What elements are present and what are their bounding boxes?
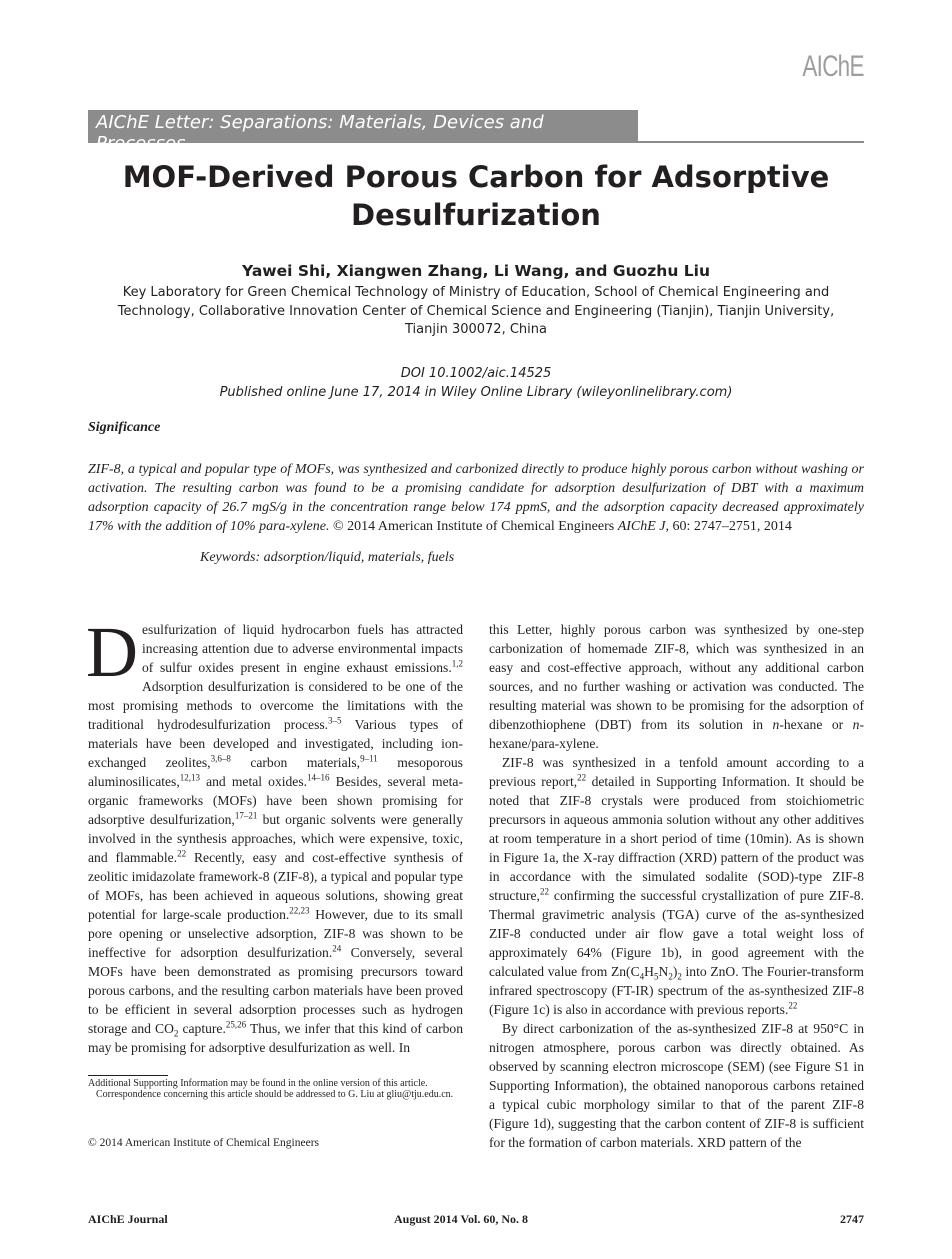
text-run: n xyxy=(852,717,860,732)
footer-journal: AIChE Journal xyxy=(88,1212,168,1226)
footnotes xyxy=(88,1078,463,1100)
drop-cap: D xyxy=(86,612,138,692)
paragraph xyxy=(489,620,864,753)
citation-ref[interactable]: 22 xyxy=(539,886,549,897)
page-number: 2747 xyxy=(840,1212,864,1226)
text-run: ) xyxy=(672,964,678,979)
citation-ref[interactable]: 22,23 xyxy=(289,905,310,916)
text-run: N xyxy=(658,964,669,979)
text-run: mesoporous aluminosilicates, xyxy=(88,755,463,789)
subscript: 2 xyxy=(677,971,682,982)
text-run: n xyxy=(772,717,780,732)
section-label: AIChE Letter: Separations: Materials, Devices and Processes xyxy=(96,112,544,154)
section-banner xyxy=(88,110,638,154)
text-run: Conversely, several MOFs have been demonstrated as promising precursors toward porous carbons, and the resulting carbon materials have been proved to be efficient in several adsorption processes such as hydrogen storage and CO xyxy=(88,945,463,1036)
footer-issue: August 2014 Vol. 60, No. 8 xyxy=(394,1212,529,1226)
text-run: However, due to its small pore opening or unselective adsorption, ZIF-8 was shown to be ineffective for adsorption desulfurization. xyxy=(88,907,463,960)
text-run: carbon materials, xyxy=(230,755,361,770)
citation-ref[interactable]: 24 xyxy=(332,943,342,954)
citation: , 60: 2747–2751, 2014 xyxy=(665,519,792,534)
authors: Yawei Shi, Xiangwen Zhang, Li Wang, and Guozhu Liu xyxy=(242,262,710,280)
citation-ref[interactable]: 9–11 xyxy=(360,753,378,764)
subscript: 2 xyxy=(173,1028,179,1039)
subscript: 4 xyxy=(639,971,645,982)
text-run: Thus, we infer that this kind of carbon may be promising for adsorptive desulfurization as well. In xyxy=(88,1021,463,1055)
text-run: -hexane or xyxy=(779,717,853,732)
aiche-logo: AIChE xyxy=(802,50,864,83)
text-run: esulfurization of liquid hydrocarbon fuels has attracted increasing attention due to adverse environmental impacts of sulfur oxides present in engine exhaust emissions. xyxy=(142,622,463,675)
text-run: By direct carbonization of the as-synthesized ZIF-8 at 950°C in nitrogen atmosphere, porous carbon was directly obtained. As observed by scanning electron microscope (SEM) (see Figure S1 in Supporting Information), the obtained nanoporous carbons retained a typical cubic morphology similar to that of the parent ZIF-8 (Figure 1d), suggesting that the carbon content of ZIF-8 is sufficient for the formation of carbon materials. XRD pattern of the xyxy=(489,1021,864,1150)
footnote-supporting-info: Additional Supporting Information may be found in the online version of this article. xyxy=(88,1078,428,1089)
significance-abstract xyxy=(88,460,864,536)
text-run: ZIF-8 was synthesized in a tenfold amount according to a previous report, xyxy=(489,755,864,789)
text-run: detailed in Supporting Information. It should be noted that ZIF-8 crystals were produced from stoichiometric precursors in aqueous ammonia solution without any other additives at room temperature in a short period of time (10min). As is shown in Figure 1a, the X-ray diffraction (XRD) pattern of the product was in accordance with the simulated sodalite (SOD)-type ZIF-8 structure, xyxy=(489,774,864,903)
subscript: 5 xyxy=(653,971,659,982)
copyright: © 2014 American Institute of Chemical Engineers xyxy=(88,1137,320,1149)
journal-abbrev: AIChE J xyxy=(617,519,666,534)
abstract-copyright: © 2014 American Institute of Chemical Engineers xyxy=(329,519,618,534)
subscript: 2 xyxy=(668,971,673,982)
text-run: capture. xyxy=(178,1021,226,1036)
paragraph xyxy=(489,1019,864,1152)
citation-ref[interactable]: 12,13 xyxy=(179,772,200,783)
text-run: Recently, easy and cost-effective synthesis of zeolitic imidazolate framework-8 (ZIF-8), a typical and popular type of MOFs, has been achieved in aqueous solutions, showing great potential for large-scale production. xyxy=(88,850,463,922)
citation-ref[interactable]: 1,2 xyxy=(451,658,463,669)
article-title: MOF-Derived Porous Carbon for Adsorptive Desulfurization xyxy=(122,160,830,232)
text-run: confirming the successful crystallization of pure ZIF-8. Thermal gravimetric analysis (TGA) curve of the as-synthesized ZIF-8 conducted under air flow gave a total weight loss of approximately 64% (Figure 1b), in good agreement with the calculated value from Zn(C xyxy=(489,888,864,979)
text-run: Various types of materials have been developed and investigated, including ion-exchanged zeolites, xyxy=(88,717,463,770)
significance-heading: Significance xyxy=(88,420,161,435)
citation-ref[interactable]: 25,26 xyxy=(225,1019,247,1030)
publication-info xyxy=(88,364,864,402)
text-run: into ZnO. The Fourier-transform infrared spectroscopy (FT-IR) spectrum of the as-synthesized ZIF-8 (Figure 1c) is also in accordance with previous reports. xyxy=(489,964,864,1017)
text-run: -hexane/para-xylene. xyxy=(489,717,864,751)
banner-rule xyxy=(638,141,864,143)
citation-ref[interactable]: 14–16 xyxy=(307,772,330,783)
abstract-text: ZIF-8, a typical and popular type of MOFs, was synthesized and carbonized directly to produce highly porous carbon without washing or activation. The resulting carbon was found to be a promising candidate for adsorption desulfurization of DBT with a maximum adsorption capacity of 26.7 mgS/g in the concentration range below 174 ppmS, and the adsorption capacity decreased approximately 17% with the addition of 10% para-xylene. xyxy=(88,462,864,534)
paragraph xyxy=(489,753,864,1019)
affiliation: Key Laboratory for Green Chemical Technology of Ministry of Education, School of Chemical Engineering and Technology, Collaborative Innovation Center of Chemical Science and Engineering (Tianjin), Tianjin University, Tianjin 300072, China xyxy=(117,285,835,337)
keywords: Keywords: adsorption/liquid, materials, fuels xyxy=(200,550,455,565)
footnote-rule xyxy=(88,1075,168,1076)
body-column-left xyxy=(86,612,463,1057)
text-run: Adsorption desulfurization is considered to be one of the most promising methods to overcome the limitations with the traditional hydrodesulfurization process. xyxy=(88,679,463,732)
body-column-right xyxy=(489,620,864,1152)
citation-ref[interactable]: 3,6–8 xyxy=(210,753,231,764)
citation-ref[interactable]: 17–21 xyxy=(234,810,258,821)
citation-ref[interactable]: 22 xyxy=(788,1000,798,1011)
footnote-correspondence: Correspondence concerning this article should be addressed to G. Liu at gliu@tju.edu.cn. xyxy=(96,1089,454,1100)
text-run: Besides, several meta-organic frameworks (MOFs) have been shown promising for adsorptive desulfurization, xyxy=(88,774,463,827)
citation-ref[interactable]: 22 xyxy=(177,848,187,859)
text-run: this Letter, highly porous carbon was synthesized by one-step carbonization of homemade ZIF-8, which was synthesized in an easy and cost-effective approach, without any additional carbon sources, and no further washing or activation was conducted. The resulting material was shown to be promising for the adsorption of dibenzothiophene (DBT) from its solution in xyxy=(489,622,864,732)
text-run: but organic solvents were generally involved in the synthesis approaches, which were expensive, toxic, and flammable. xyxy=(88,812,463,865)
text-run: H xyxy=(644,964,654,979)
published-online: Published online June 17, 2014 in Wiley Online Library (wileyonlinelibrary.com) xyxy=(219,385,733,400)
doi[interactable]: DOI 10.1002/aic.14525 xyxy=(400,366,552,381)
citation-ref[interactable]: 22 xyxy=(577,772,587,783)
citation-ref[interactable]: 3–5 xyxy=(328,715,342,726)
text-run: and metal oxides. xyxy=(200,774,308,789)
